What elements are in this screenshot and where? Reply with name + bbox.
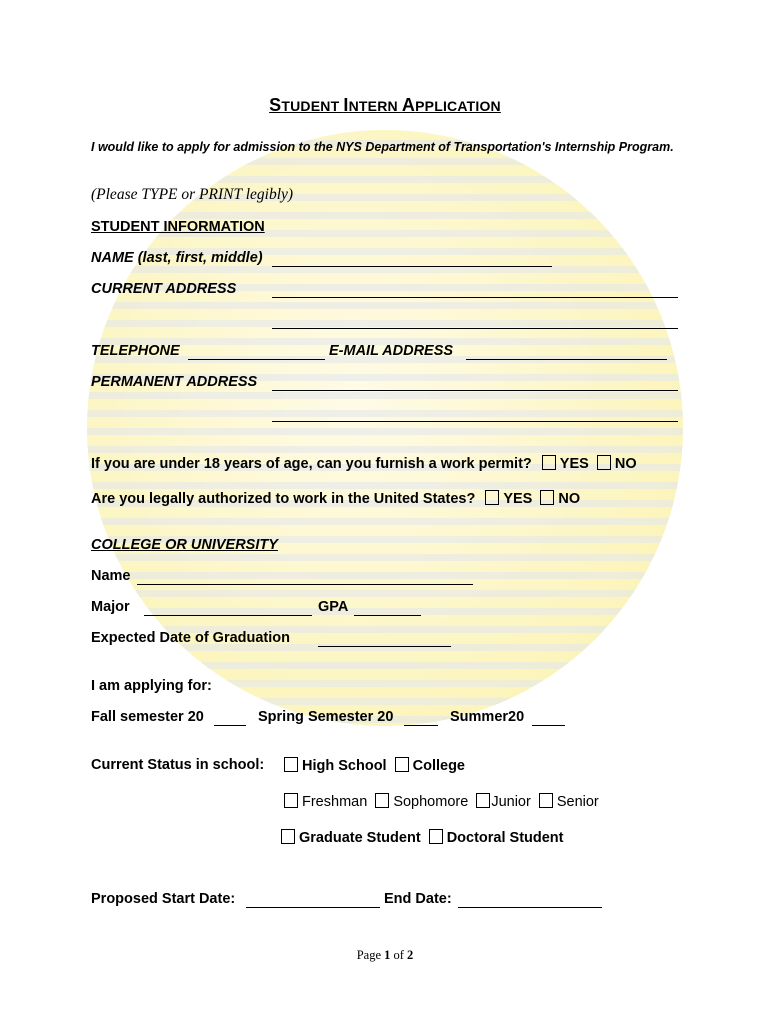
work-permit-yes-checkbox[interactable] <box>542 455 556 470</box>
name-label: NAME (last, first, middle) <box>91 250 263 266</box>
student-info-heading: STUDENT INFORMATION <box>91 219 265 235</box>
start-date-label: Proposed Start Date: <box>91 891 236 907</box>
doctoral-checkbox[interactable] <box>429 829 443 844</box>
end-date-label: End Date: <box>384 891 452 907</box>
summer-year-field[interactable] <box>532 725 565 726</box>
telephone-field[interactable] <box>188 359 325 360</box>
senior-checkbox[interactable] <box>539 793 553 808</box>
junior-checkbox[interactable] <box>476 793 490 808</box>
permanent-address-label: PERMANENT ADDRESS <box>91 374 258 390</box>
gpa-label: GPA <box>318 599 349 615</box>
graduate-checkbox[interactable] <box>281 829 295 844</box>
major-field[interactable] <box>144 615 312 616</box>
start-date-field[interactable] <box>246 907 380 908</box>
permanent-address-field-1[interactable] <box>272 390 678 391</box>
fall-year-field[interactable] <box>214 725 246 726</box>
intro-text: I would like to apply for admission to the NYS Department of Transportation's Internship Program. <box>91 140 674 154</box>
status-label: Current Status in school: <box>91 757 265 773</box>
graduation-label: Expected Date of Graduation <box>91 630 291 646</box>
graduation-field[interactable] <box>318 646 451 647</box>
sophomore-checkbox[interactable] <box>375 793 389 808</box>
work-authorization-question: Are you legally authorized to work in the United States? YES NO <box>91 491 581 507</box>
end-date-field[interactable] <box>458 907 602 908</box>
gpa-field[interactable] <box>354 615 421 616</box>
applying-heading: I am applying for: <box>91 678 212 694</box>
name-field[interactable] <box>272 266 552 267</box>
current-address-label: CURRENT ADDRESS <box>91 281 237 297</box>
college-name-field[interactable] <box>137 584 473 585</box>
work-permit-no-checkbox[interactable] <box>597 455 611 470</box>
spring-year-field[interactable] <box>404 725 438 726</box>
spring-label: Spring Semester 20 <box>258 709 394 725</box>
status-row-3: Graduate Student Doctoral Student <box>281 829 564 846</box>
telephone-label: TELEPHONE <box>91 343 180 359</box>
authorized-no-checkbox[interactable] <box>540 490 554 505</box>
college-name-label: Name <box>91 568 131 584</box>
email-label: E-MAIL ADDRESS <box>329 343 454 359</box>
major-label: Major <box>91 599 130 615</box>
print-instruction: (Please TYPE or PRINT legibly) <box>91 186 294 203</box>
summer-label: Summer20 <box>450 709 525 725</box>
status-row-2: Freshman Sophomore Junior Senior <box>284 793 599 810</box>
current-address-field-1[interactable] <box>272 297 678 298</box>
high-school-checkbox[interactable] <box>284 757 298 772</box>
current-address-field-2[interactable] <box>272 328 678 329</box>
email-field[interactable] <box>466 359 667 360</box>
freshman-checkbox[interactable] <box>284 793 298 808</box>
form-title: STUDENT INTERN APPLICATION <box>269 95 501 115</box>
work-permit-question: If you are under 18 years of age, can you furnish a work permit? YES NO <box>91 456 637 472</box>
authorized-yes-checkbox[interactable] <box>485 490 499 505</box>
status-row-1: High School College <box>284 757 465 774</box>
college-checkbox[interactable] <box>395 757 409 772</box>
college-heading: COLLEGE OR UNIVERSITY <box>91 537 278 553</box>
fall-label: Fall semester 20 <box>91 709 204 725</box>
permanent-address-field-2[interactable] <box>272 421 678 422</box>
page-number: Page 1 of 2 <box>356 948 414 962</box>
